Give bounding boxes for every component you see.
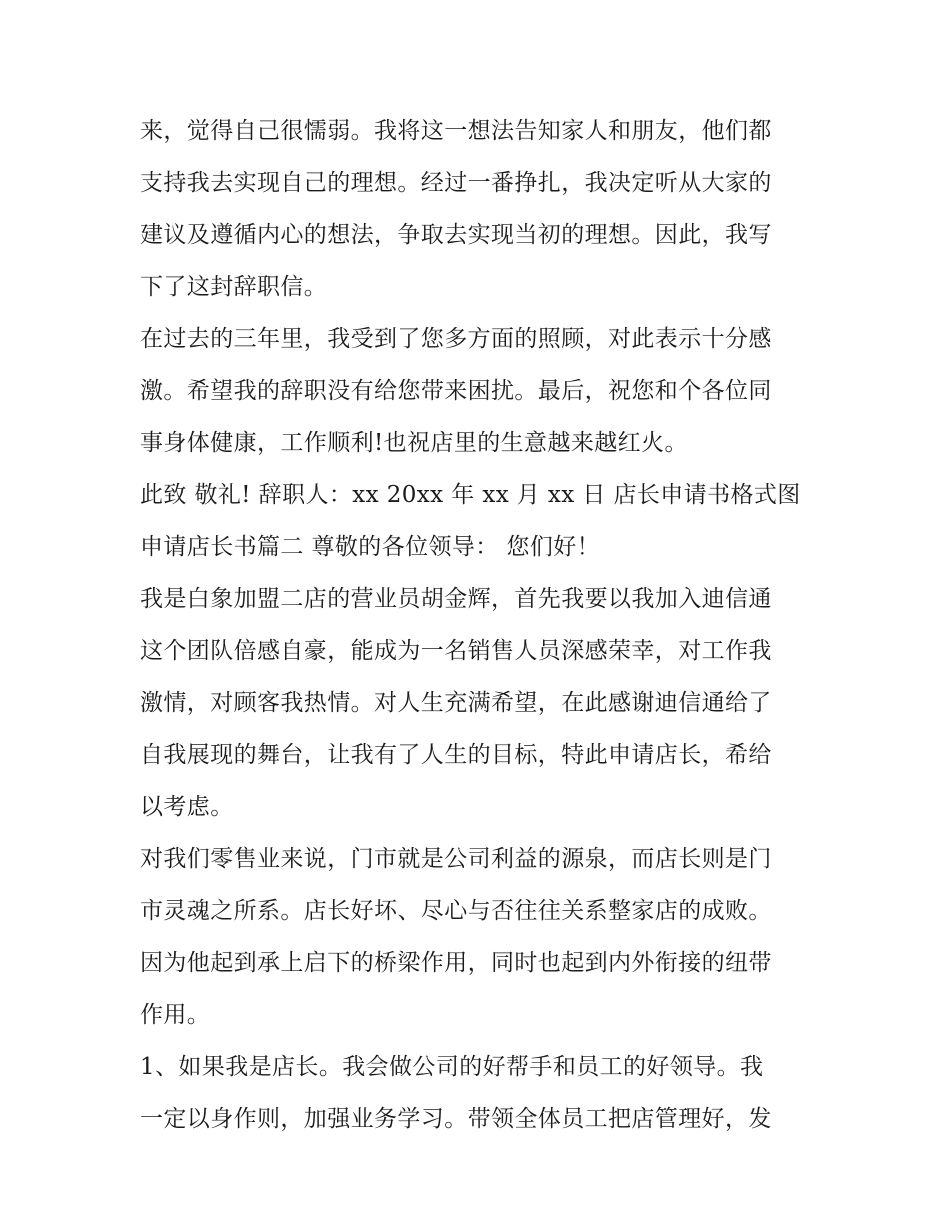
text-line: 此致 敬礼! 辞职人：xx 20xx 年 xx 月 xx 日 店长申请书格式图 [140, 482, 801, 508]
text-line: 建议及遵循内心的想法，争取去实现当初的理想。因此，我写 [140, 222, 772, 248]
text-line: 事身体健康，工作顺利!也祝店里的生意越来越红火。 [140, 430, 688, 456]
text-line: 激。希望我的辞职没有给您带来困扰。最后，祝您和个各位同 [140, 378, 772, 404]
text-line: 来，觉得自己很懦弱。我将这一想法告知家人和朋友，他们都 [140, 118, 772, 144]
text-line: 这个团队倍感自豪，能成为一名销售人员深感荣幸，对工作我 [140, 638, 772, 664]
text-line: 作用。 [140, 1002, 211, 1028]
text-line: 下了这封辞职信。 [140, 274, 328, 300]
text-line: 在过去的三年里，我受到了您多方面的照顾，对此表示十分感 [140, 326, 772, 352]
text-line: 我是白象加盟二店的营业员胡金辉，首先我要以我加入迪信通 [140, 586, 772, 612]
text-line: 对我们零售业来说，门市就是公司利益的源泉，而店长则是门 [140, 846, 772, 872]
text-line: 自我展现的舞台，让我有了人生的目标，特此申请店长，希给 [140, 742, 772, 768]
text-line: 因为他起到承上启下的桥梁作用，同时也起到内外衔接的纽带 [140, 950, 772, 976]
text-line: 1、如果我是店长。我会做公司的好帮手和员工的好领导。我 [140, 1054, 764, 1080]
text-line: 激情，对顾客我热情。对人生充满希望，在此感谢迪信通给了 [140, 690, 772, 716]
text-line: 以考虑。 [140, 794, 234, 820]
document-body [140, 108, 820, 1148]
text-line: 支持我去实现自己的理想。经过一番挣扎，我决定听从大家的 [140, 170, 772, 196]
text-line: 一定以身作则，加强业务学习。带领全体员工把店管理好，发 [140, 1106, 772, 1132]
text-line: 市灵魂之所系。店长好坏、尽心与否往往关系整家店的成败。 [140, 898, 772, 924]
text-line: 申请店长书篇二 尊敬的各位领导： 您们好！ [140, 534, 601, 560]
